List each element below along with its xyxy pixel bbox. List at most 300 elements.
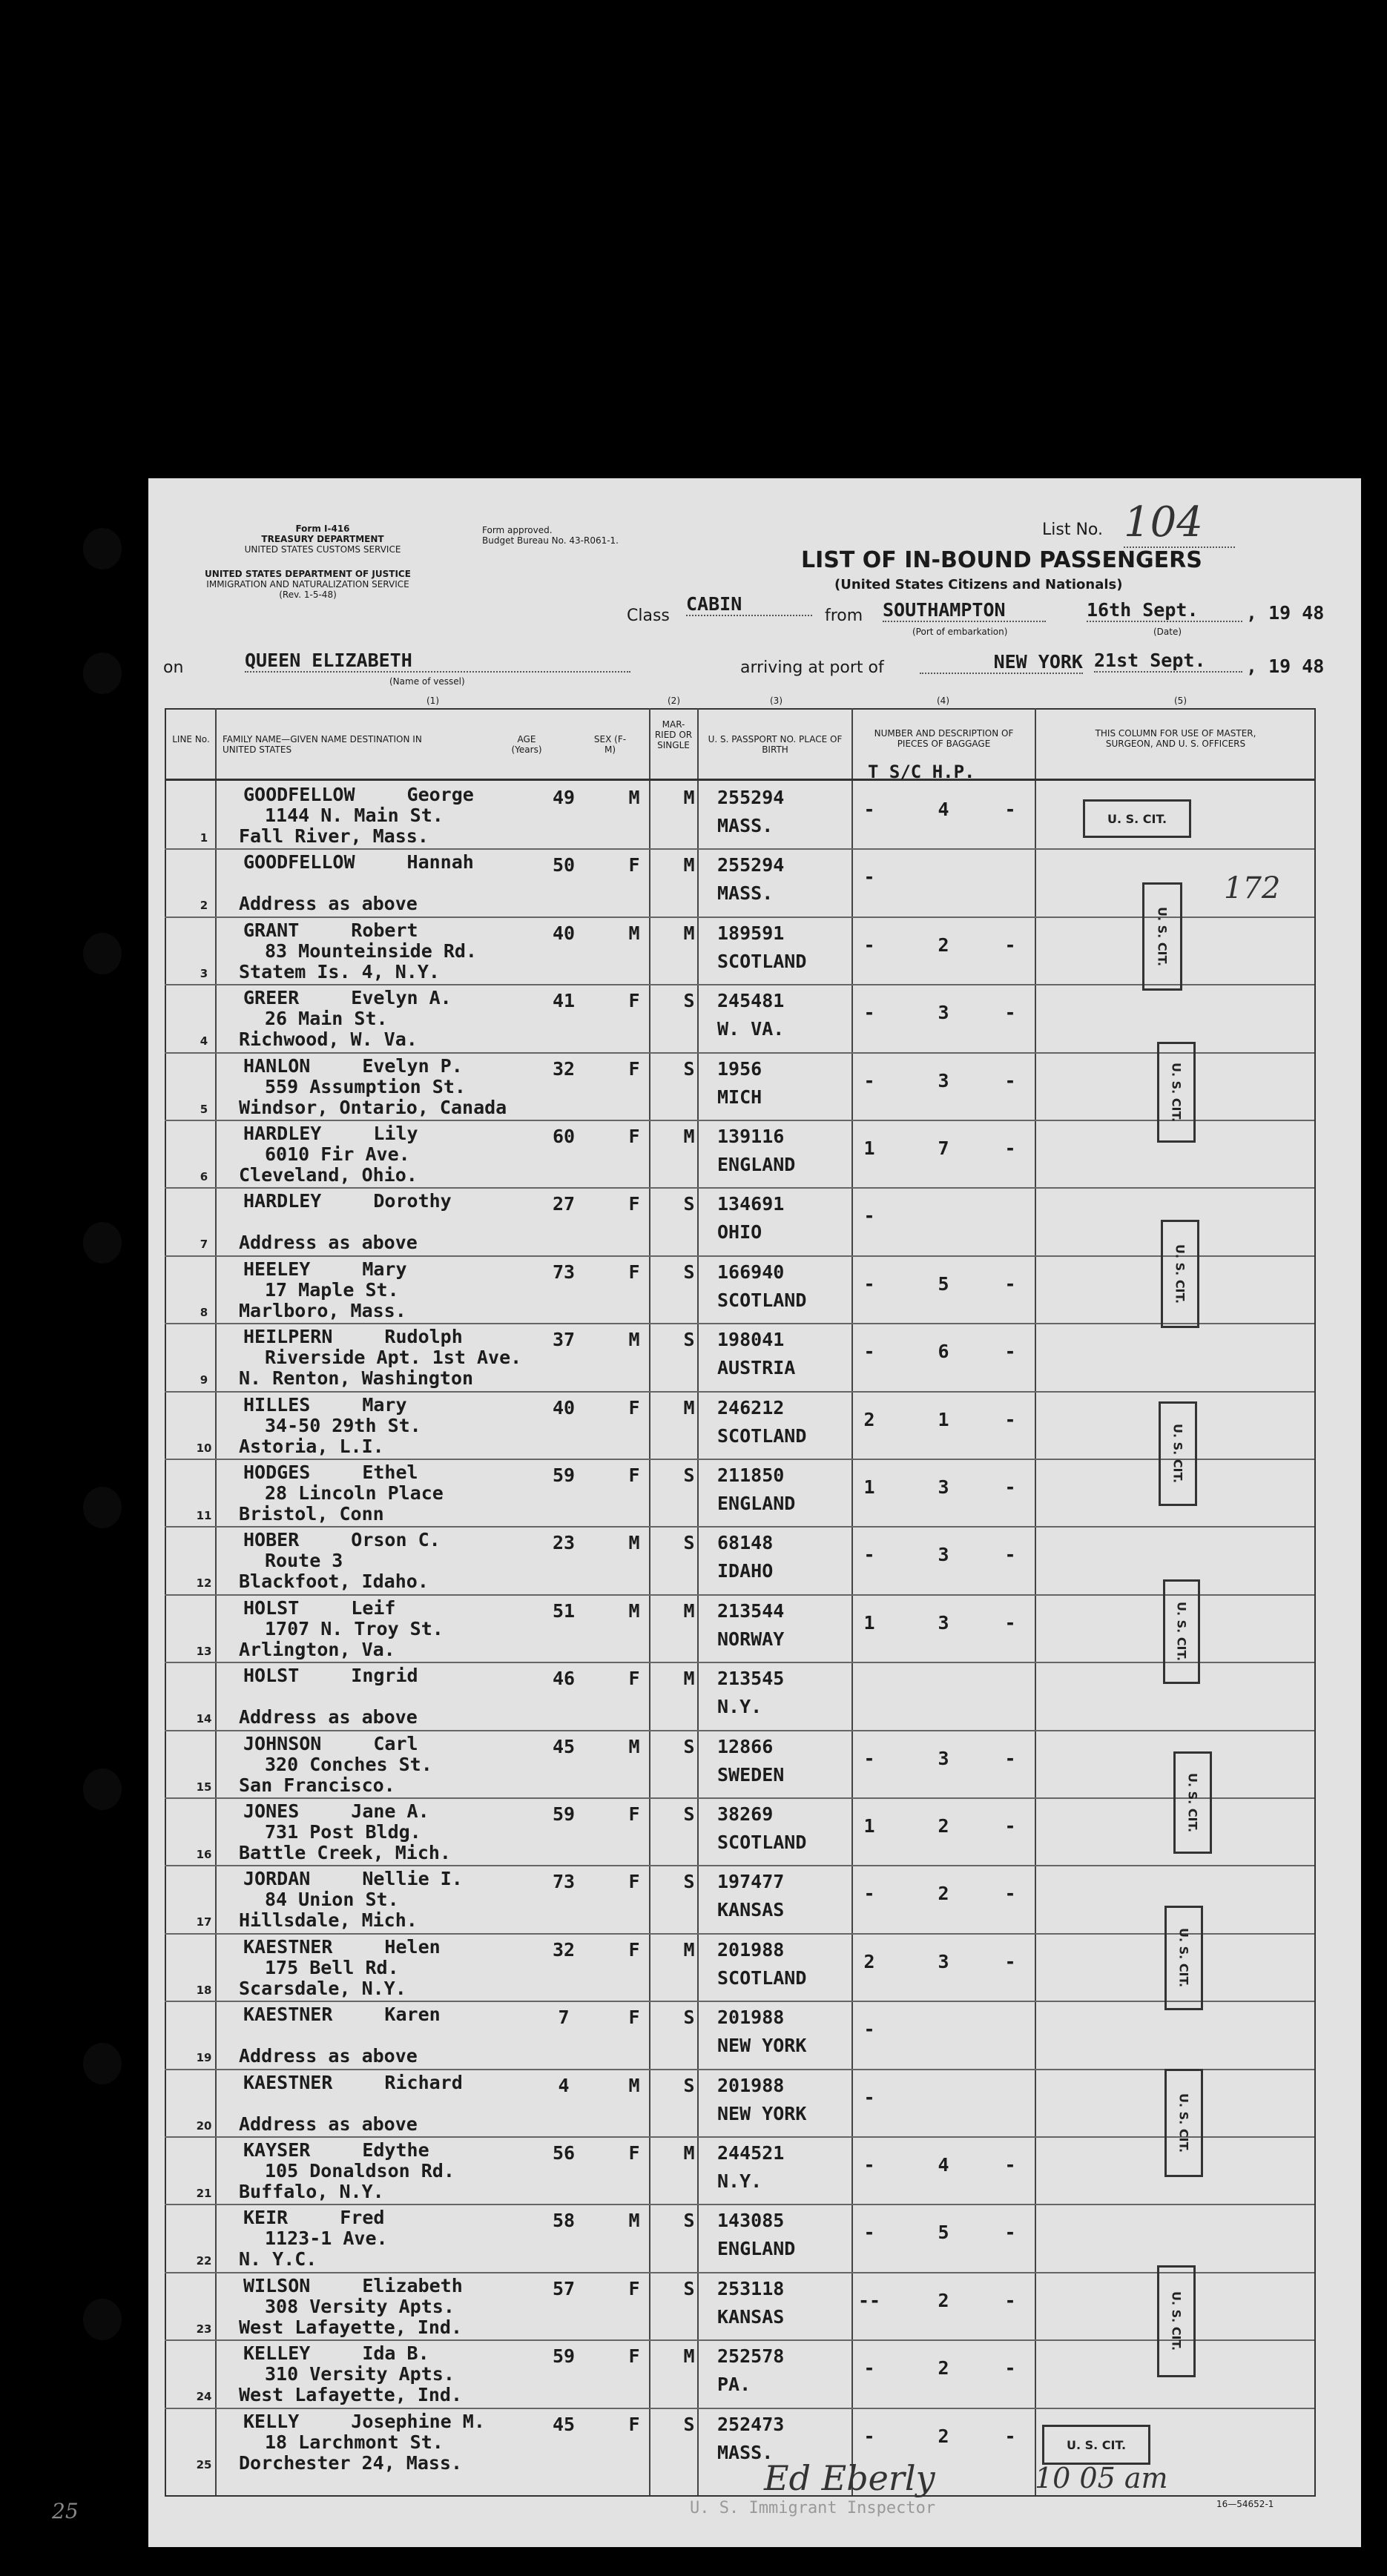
passport-number: 255294 (717, 854, 785, 876)
sex-cell: F (628, 1126, 640, 1147)
surname: KAYSER (243, 2139, 311, 2161)
line-number: 16 (196, 1848, 212, 1861)
address-line-2: Astoria, L.I. (239, 1435, 384, 1457)
sex-cell: F (628, 2277, 640, 2299)
form-approval: Form approved. Budget Bureau No. 43-R061-1. (482, 525, 619, 546)
baggage-trunks: - (863, 1747, 875, 1769)
col-number-5: (5) (1174, 696, 1187, 706)
given-name: Hannah (406, 851, 474, 873)
age-cell: 41 (552, 990, 576, 1012)
passenger-name (243, 987, 452, 1008)
printer-code: 16—54652-1 (1216, 2499, 1274, 2509)
address-line-1: 175 Bell Rd. (265, 1956, 399, 1978)
baggage-trunks: -- (857, 2289, 881, 2311)
marital-status-cell: S (683, 1803, 695, 1825)
table-row (165, 1460, 1314, 1528)
address-line-2: Address as above (239, 2045, 418, 2067)
age-cell: 32 (552, 1938, 576, 1961)
sex-cell: M (628, 2074, 640, 2096)
on-label: on (163, 658, 184, 677)
marital-status-cell: M (683, 854, 695, 876)
surname: HOBER (243, 1529, 300, 1551)
passport-number: 189591 (717, 922, 785, 944)
us-cit-stamp: U. S. CIT. (1157, 1042, 1196, 1143)
baggage-handpieces: - (1004, 1341, 1016, 1363)
form-agency-block: Form I-416 TREASURY DEPARTMENT UNITED STATES CUSTOMS SERVICE (244, 524, 401, 555)
passport-number: 139116 (717, 1126, 785, 1147)
us-cit-stamp: U. S. CIT. (1164, 2069, 1203, 2177)
line-number: 10 (196, 1441, 212, 1455)
baggage-handpieces: - (1004, 799, 1016, 820)
passenger-name (243, 1868, 463, 1889)
place-of-birth: KANSAS (717, 2305, 785, 2328)
address-line-1: 83 Mounteinside Rd. (265, 939, 477, 962)
passenger-name (243, 919, 418, 941)
age-cell: 59 (552, 1803, 576, 1825)
place-of-birth: W. VA. (717, 1018, 785, 1040)
address-line-2: Marlboro, Mass. (239, 1299, 406, 1321)
baggage-trunks: - (863, 866, 875, 888)
surname: HANLON (243, 1054, 311, 1077)
baggage-suitcases: 5 (938, 2222, 949, 2244)
passport-number: 213545 (717, 1668, 785, 1690)
table-row (165, 1596, 1314, 1663)
sex-cell: F (628, 1261, 640, 1283)
us-cit-stamp: U. S. CIT. (1159, 1401, 1197, 1506)
us-cit-stamp: U. S. CIT. (1173, 1751, 1212, 1854)
baggage-suitcases: 4 (938, 799, 949, 820)
passport-number: 1956 (717, 1057, 762, 1080)
age-cell: 23 (552, 1532, 576, 1554)
baggage-suitcases: 4 (938, 2154, 949, 2176)
given-name: Dorothy (373, 1190, 452, 1212)
address-line-2: Arlington, Va. (239, 1638, 395, 1660)
date-caption: (Date) (1153, 627, 1182, 637)
sex-cell: F (628, 990, 640, 1012)
address-line-2: Scarsdale, N.Y. (239, 1977, 406, 1999)
age-cell: 56 (552, 2142, 576, 2164)
sex-cell: F (628, 1193, 640, 1215)
baggage-suitcases: 2 (938, 2357, 949, 2380)
passport-number: 253118 (717, 2277, 785, 2299)
us-cit-stamp: U. S. CIT. (1157, 2265, 1196, 2377)
baggage-suitcases: 3 (938, 1747, 949, 1769)
passenger-name (243, 1326, 463, 1347)
place-of-birth: MASS. (717, 882, 774, 905)
marital-status-cell: S (683, 1193, 695, 1215)
line-number: 21 (196, 2187, 212, 2200)
place-of-birth: MASS. (717, 2441, 774, 2463)
given-name: Evelyn P. (362, 1054, 463, 1077)
address-line-2: Windsor, Ontario, Canada (239, 1096, 507, 1118)
surname: JORDAN (243, 1868, 311, 1890)
given-name: Mary (362, 1393, 407, 1416)
us-cit-stamp: U. S. CIT. (1083, 799, 1191, 838)
sex-cell: M (628, 1735, 640, 1757)
baggage-handpieces: - (1004, 2425, 1016, 2447)
sex-cell: F (628, 2007, 640, 2029)
baggage-handpieces: - (1004, 1544, 1016, 1566)
sex-cell: F (628, 1871, 640, 1893)
list-number: 104 (1124, 498, 1235, 548)
passenger-name (243, 1733, 418, 1754)
given-name: Lily (373, 1123, 418, 1144)
address-line-2: Statem Is. 4, N.Y. (239, 960, 440, 982)
header-age: AGE (Years) (511, 734, 542, 755)
header-name: FAMILY NAME—GIVEN NAME DESTINATION IN UNITED STATES (223, 734, 422, 755)
passport-number: 211850 (717, 1464, 785, 1486)
place-of-birth: NEW YORK (717, 2035, 807, 2057)
surname: GREER (243, 987, 300, 1009)
header-married: MAR-RIED OR SINGLE (654, 719, 693, 750)
given-name: Fred (340, 2207, 385, 2229)
address-line-1: 308 Versity Apts. (265, 2295, 455, 2317)
passport-number: 38269 (717, 1803, 774, 1825)
us-cit-stamp: U. S. CIT. (1163, 1579, 1200, 1684)
table-row (165, 1393, 1314, 1460)
list-number-label: List No. (1042, 521, 1103, 539)
marital-status-cell: S (683, 2007, 695, 2029)
line-number: 6 (200, 1170, 208, 1183)
address-line-1: 310 Versity Apts. (265, 2363, 455, 2385)
place-of-birth: MASS. (717, 815, 774, 836)
baggage-handpieces: - (1004, 1002, 1016, 1024)
address-line-2: Richwood, W. Va. (239, 1028, 418, 1051)
table-row (165, 1799, 1314, 1866)
binder-hole (83, 528, 122, 569)
surname: JOHNSON (243, 1732, 322, 1754)
baggage-handpieces: - (1004, 1476, 1016, 1498)
passenger-name (243, 2207, 384, 2228)
sex-cell: F (628, 2345, 640, 2368)
passport-number: 166940 (717, 1261, 785, 1283)
address-line-2: Hillsdale, Mich. (239, 1909, 418, 1932)
line-number: 19 (196, 2051, 212, 2065)
address-line-2: Address as above (239, 893, 418, 915)
marital-status-cell: M (683, 787, 695, 808)
address-line-2: San Francisco. (239, 1774, 395, 1796)
address-line-1: 105 Donaldson Rd. (265, 2160, 455, 2182)
address-line-2: West Lafayette, Ind. (239, 2316, 463, 2338)
marital-status-cell: S (683, 1532, 695, 1554)
line-number: 23 (196, 2322, 212, 2336)
marital-status-cell: S (683, 1871, 695, 1893)
col-number-4: (4) (937, 696, 949, 706)
marital-status-cell: S (683, 1464, 695, 1486)
passenger-name (243, 784, 474, 805)
class-value: CABIN (686, 593, 812, 616)
binder-hole (83, 653, 122, 694)
marital-status-cell: S (683, 2074, 695, 2096)
baggage-suitcases: 2 (938, 1815, 949, 1837)
age-cell: 32 (552, 1057, 576, 1080)
sex-cell: F (628, 1938, 640, 1961)
table-row (165, 1731, 1314, 1799)
marital-status-cell: M (683, 1668, 695, 1690)
place-of-birth: ENGLAND (717, 2238, 796, 2260)
passport-number: 201988 (717, 2007, 785, 2029)
surname: JONES (243, 1800, 300, 1822)
address-line-2: N. Renton, Washington (239, 1367, 474, 1390)
baggage-handpieces: - (1004, 1950, 1016, 1972)
address-line-1: 1144 N. Main St. (265, 805, 444, 826)
passenger-name (243, 2275, 463, 2296)
baggage-trunks: - (863, 1002, 875, 1024)
passport-number: 12866 (717, 1735, 774, 1757)
marital-status-cell: M (683, 2345, 695, 2368)
marital-status-cell: S (683, 1057, 695, 1080)
table-row (165, 1663, 1314, 1731)
passport-number: 68148 (717, 1532, 774, 1554)
binder-hole (83, 933, 122, 974)
given-name: Jane A. (351, 1800, 429, 1822)
place-of-birth: IDAHO (717, 1560, 774, 1582)
age-cell: 46 (552, 1668, 576, 1690)
binder-hole (83, 2043, 122, 2084)
place-of-birth: SCOTLAND (717, 950, 807, 972)
baggage-suitcases: 2 (938, 2425, 949, 2447)
col-number-1: (1) (426, 696, 439, 706)
baggage-suitcases: 2 (938, 2289, 949, 2311)
baggage-handpieces: - (1004, 934, 1016, 956)
place-of-birth: NEW YORK (717, 2102, 807, 2124)
table-row (165, 2273, 1314, 2341)
given-name: Helen (384, 1935, 441, 1958)
baggage-trunks: - (863, 2154, 875, 2176)
marital-status-cell: S (683, 990, 695, 1012)
age-cell: 59 (552, 2345, 576, 2368)
given-name: Ida B. (362, 2342, 429, 2365)
sex-cell: M (628, 787, 640, 808)
baggage-suitcases: 3 (938, 1069, 949, 1092)
age-cell: 51 (552, 1599, 576, 1622)
passport-number: 201988 (717, 2074, 785, 2096)
passenger-name (243, 1936, 441, 1958)
passenger-name (243, 1462, 418, 1483)
place-of-birth: OHIO (717, 1221, 762, 1244)
baggage-handpieces: - (1004, 1815, 1016, 1837)
surname: HODGES (243, 1462, 311, 1483)
passenger-name (243, 1665, 418, 1686)
sex-cell: F (628, 854, 640, 876)
address-line-1: 18 Larchmont St. (265, 2431, 444, 2453)
baggage-suitcases: 1 (938, 1408, 949, 1430)
passport-number: 201988 (717, 1938, 785, 1961)
table-row (165, 2205, 1314, 2273)
passenger-name (243, 1529, 441, 1550)
marital-status-cell: M (683, 1938, 695, 1961)
passport-number: 252578 (717, 2345, 785, 2368)
passenger-name (243, 2342, 429, 2364)
passenger-name (243, 2004, 441, 2025)
address-line-1: 731 Post Bldg. (265, 1821, 421, 1843)
place-of-birth: ENGLAND (717, 1154, 796, 1175)
header-officers: THIS COLUMN FOR USE OF MASTER, SURGEON, AND U. S. OFFICERS (1095, 728, 1256, 749)
baggage-trunks: 1 (863, 1476, 875, 1498)
age-cell: 40 (552, 922, 576, 944)
line-number: 17 (196, 1915, 212, 1929)
age-cell: 37 (552, 1329, 576, 1351)
given-name: Mary (362, 1258, 407, 1280)
line-number: 9 (200, 1373, 208, 1387)
address-line-1: Riverside Apt. 1st Ave. (265, 1347, 522, 1369)
header-baggage-cols: T S/C H.P. (868, 762, 975, 782)
table-row (165, 2002, 1314, 2070)
address-line-1: 34-50 29th St. (265, 1414, 421, 1436)
line-number: 1 (200, 831, 208, 845)
table-row (165, 2341, 1314, 2408)
address-line-2: N. Y.C. (239, 2248, 317, 2270)
address-line-2: Address as above (239, 1232, 418, 1254)
surname: GOODFELLOW (243, 851, 355, 873)
baggage-suitcases: 7 (938, 1137, 949, 1159)
given-name: Orson C. (351, 1529, 441, 1551)
age-cell: 73 (552, 1871, 576, 1893)
table-row (165, 1257, 1314, 1324)
line-number: 8 (200, 1305, 208, 1319)
baggage-handpieces: - (1004, 1611, 1016, 1634)
address-line-1: 6010 Fir Ave. (265, 1143, 410, 1165)
from-label: from (825, 607, 863, 625)
marital-status-cell: M (683, 1126, 695, 1147)
given-name: Rudolph (384, 1326, 463, 1348)
surname: KAESTNER (243, 2071, 333, 2093)
passport-number: 197477 (717, 1871, 785, 1893)
surname: KELLEY (243, 2342, 311, 2365)
baggage-handpieces: - (1004, 1272, 1016, 1295)
passport-number: 143085 (717, 2210, 785, 2232)
passport-number: 245481 (717, 990, 785, 1012)
address-line-1: 1707 N. Troy St. (265, 1617, 444, 1639)
line-number: 3 (200, 966, 208, 980)
surname: KAESTNER (243, 2004, 333, 2026)
passenger-name (243, 1190, 452, 1212)
baggage-trunks: - (863, 799, 875, 820)
marital-status-cell: M (683, 1599, 695, 1622)
us-cit-stamp: U. S. CIT. (1142, 882, 1182, 991)
age-cell: 45 (552, 1735, 576, 1757)
baggage-trunks: - (863, 2357, 875, 2380)
passport-number: 252473 (717, 2413, 785, 2435)
surname: GRANT (243, 919, 300, 941)
address-line-2: Address as above (239, 1706, 418, 1728)
page-title: LIST OF IN-BOUND PASSENGERS (801, 547, 1202, 573)
place-of-birth: SWEDEN (717, 1763, 785, 1786)
passport-number: 246212 (717, 1396, 785, 1419)
given-name: Karen (384, 2004, 441, 2026)
surname: HARDLEY (243, 1190, 322, 1212)
marital-status-cell: S (683, 1735, 695, 1757)
arrival-port: NEW YORK (920, 651, 1083, 674)
line-number: 15 (196, 1780, 212, 1794)
table-row (165, 2138, 1314, 2205)
margin-note: 25 (52, 2499, 79, 2523)
port-of-embarkation: SOUTHAMPTON (883, 599, 1046, 622)
age-cell: 49 (552, 787, 576, 808)
line-number: 5 (200, 1102, 208, 1116)
baggage-handpieces: - (1004, 1137, 1016, 1159)
baggage-suitcases: 3 (938, 1611, 949, 1634)
surname: GOODFELLOW (243, 784, 355, 805)
baggage-trunks: - (863, 1272, 875, 1295)
header-line-no: LINE No. (172, 734, 210, 744)
marital-status-cell: S (683, 1261, 695, 1283)
given-name: Ethel (362, 1462, 418, 1483)
passenger-name (243, 851, 474, 873)
baggage-trunks: - (863, 2425, 875, 2447)
baggage-trunks: - (863, 1069, 875, 1092)
place-of-birth: ENGLAND (717, 1493, 796, 1514)
sex-cell: F (628, 2142, 640, 2164)
age-cell: 4 (558, 2074, 570, 2096)
embark-date: 16th Sept. (1087, 599, 1242, 622)
baggage-suitcases: 6 (938, 1341, 949, 1363)
marital-status-cell: S (683, 2277, 695, 2299)
address-line-1: 320 Conches St. (265, 1753, 432, 1775)
given-name: Evelyn A. (351, 987, 452, 1009)
baggage-handpieces: - (1004, 2154, 1016, 2176)
table-row (165, 1866, 1314, 1934)
given-name: Edythe (362, 2139, 429, 2161)
address-line-1: 84 Union St. (265, 1889, 399, 1911)
address-line-2: West Lafayette, Ind. (239, 2384, 463, 2406)
age-cell: 73 (552, 1261, 576, 1283)
table-row (165, 1324, 1314, 1392)
baggage-suitcases: 5 (938, 1272, 949, 1295)
marital-status-cell: M (683, 1396, 695, 1419)
address-line-2: Bristol, Conn (239, 1503, 384, 1525)
surname: HOLST (243, 1665, 300, 1687)
baggage-handpieces: - (1004, 2222, 1016, 2244)
sex-cell: M (628, 1329, 640, 1351)
page-subtitle: (United States Citizens and Nationals) (834, 577, 1123, 592)
sex-cell: F (628, 2413, 640, 2435)
given-name: Ingrid (351, 1665, 418, 1687)
place-of-birth: SCOTLAND (717, 1289, 807, 1311)
age-cell: 45 (552, 2413, 576, 2435)
surname: HILLES (243, 1393, 311, 1416)
line-number: 7 (200, 1238, 208, 1252)
baggage-trunks: 2 (863, 1950, 875, 1972)
surname: HOLST (243, 1596, 300, 1619)
baggage-handpieces: - (1004, 1069, 1016, 1092)
baggage-handpieces: - (1004, 1883, 1016, 1905)
address-line-1: 559 Assumption St. (265, 1075, 466, 1097)
col-number-2: (2) (668, 696, 680, 706)
col-number-3: (3) (770, 696, 783, 706)
baggage-trunks: - (863, 1205, 875, 1227)
class-label: Class (627, 607, 670, 625)
baggage-suitcases: 3 (938, 1544, 949, 1566)
surname: WILSON (243, 2274, 311, 2296)
vessel-caption: (Name of vessel) (389, 676, 465, 687)
binder-hole (83, 2299, 122, 2340)
table-row (165, 2070, 1314, 2138)
given-name: Richard (384, 2071, 463, 2093)
passport-number: 255294 (717, 787, 785, 808)
passport-number: 134691 (717, 1193, 785, 1215)
address-line-1: Route 3 (265, 1550, 343, 1572)
address-line-1: 17 Maple St. (265, 1278, 399, 1301)
header-divider (165, 779, 1314, 781)
baggage-suitcases: 3 (938, 1476, 949, 1498)
arriving-label: arriving at port of (740, 658, 884, 677)
arrival-year: , 19 48 (1246, 655, 1325, 677)
place-of-birth: NORWAY (717, 1628, 785, 1650)
header-baggage: NUMBER AND DESCRIPTION OF PIECES OF BAGGAGE (874, 728, 1014, 749)
passenger-name (243, 2139, 429, 2161)
baggage-suitcases: 2 (938, 1883, 949, 1905)
